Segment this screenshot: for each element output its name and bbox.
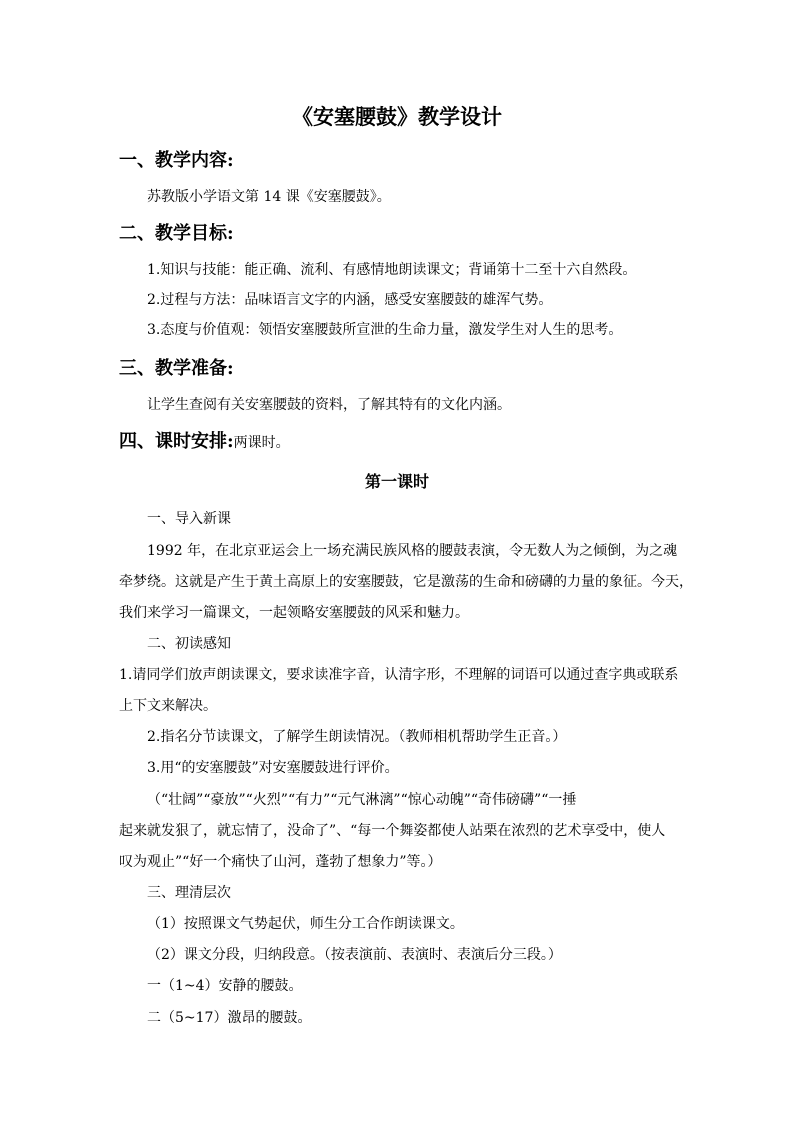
structure-segment-2: 二（5~17）激昂的腰鼓。 [147,1010,312,1026]
structure-segment-1: 一（1~4）安静的腰鼓。 [147,978,303,994]
part-heading-structure: 三、理清层次 [147,885,231,901]
lesson-heading: 第一课时 [364,472,429,491]
section-heading-content: 一、教学内容: [119,150,234,171]
document-title: 《安塞腰鼓》教学设计 [292,104,502,129]
objective-item-2: 2.过程与方法：品味语言文字的内涵，感受安塞腰鼓的雄浑气势。 [147,292,553,308]
section-preparation-text: 让学生查阅有关安塞腰鼓的资料，了解其特有的文化内涵。 [147,397,511,413]
structure-item-2: （2）课文分段，归纳段意。（按表演前、表演时、表演后分三段。） [147,947,562,963]
schedule-note: 两课时。 [233,435,290,451]
part-heading-reading: 二、初读感知 [147,636,231,652]
section-heading-preparation: 三、教学准备: [119,358,234,379]
intro-paragraph-line-2: 牵梦绕。这就是产生于黄土高原上的安塞腰鼓，它是激荡的生命和磅礴的力量的象征。今天， [119,574,693,590]
intro-paragraph-line-1: 1992 年，在北京亚运会上一场充满民族风格的腰鼓表演，令无数人为之倾倒，为之魂 [147,543,678,559]
objective-item-1: 1.知识与技能：能正确、流利、有感情地朗读课文；背诵第十二至十六自然段。 [147,262,637,278]
reading-quote-line-2: 起来就发狠了，就忘情了，没命了”、“每一个舞姿都使人站栗在浓烈的艺术享受中，使人 [119,823,666,839]
intro-paragraph-line-3: 我们来学习一篇课文，一起领略安塞腰鼓的风采和魅力。 [119,605,469,621]
schedule-heading-label: 四、课时安排: [119,431,234,452]
part-heading-intro: 一、导入新课 [147,511,231,527]
objective-item-3: 3.态度与价值观：领悟安塞腰鼓所宣泄的生命力量，激发学生对人生的思考。 [147,322,623,338]
section-heading-objectives: 二、教学目标: [119,223,234,244]
reading-item-1-line-1: 1.请同学们放声朗读课文，要求读准字音，认清字形，不理解的词语可以通过查字典或联系 [119,667,679,683]
section-heading-schedule [119,433,290,451]
reading-item-2: 2.指名分节读课文，了解学生朗读情况。（教师相机帮助学生正音。） [147,729,567,745]
reading-item-1-line-2: 上下文来解决。 [119,698,217,714]
section-content-text: 苏教版小学语文第 14 课《安塞腰鼓》。 [147,189,391,205]
reading-quote-line-1: （“壮阔”“豪放”“火烈”“有力”“元气淋漓”“惊心动魄”“奇伟磅礴”“一捶 [147,792,577,808]
reading-quote-line-3: 叹为观止”“好一个痛快了山河，蓬勃了想象力”等。） [119,854,442,870]
structure-item-1: （1）按照课文气势起伏，师生分工合作朗读课文。 [147,916,464,932]
reading-item-3: 3.用“的安塞腰鼓”对安塞腰鼓进行评价。 [147,760,399,776]
